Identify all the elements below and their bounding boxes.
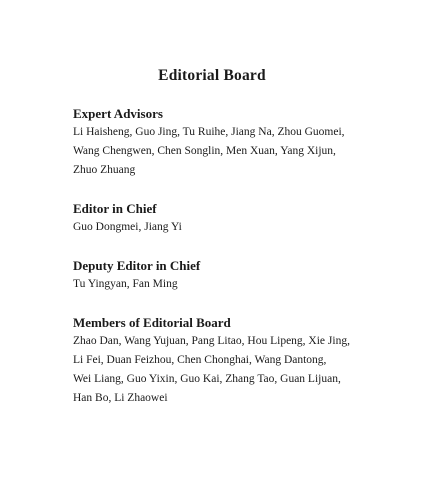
- text-line: Wang Chengwen, Chen Songlin, Men Xuan, Yang Xijun,: [73, 145, 336, 157]
- section-deputy-editor-in-chief: [73, 256, 373, 294]
- section-body: [73, 275, 373, 294]
- section-heading: Deputy Editor in Chief: [73, 258, 201, 273]
- text-line: Zhao Dan, Wang Yujuan, Pang Litao, Hou Lipeng, Xie Jing,: [73, 335, 350, 347]
- text-line: Li Haisheng, Guo Jing, Tu Ruihe, Jiang Na, Zhou Guomei,: [73, 126, 345, 138]
- text-line: Guo Dongmei, Jiang Yi: [73, 221, 182, 233]
- section-heading: Members of Editorial Board: [73, 315, 231, 330]
- text-line: Wei Liang, Guo Yixin, Guo Kai, Zhang Tao, Guan Lijuan,: [73, 373, 341, 385]
- text-line: Li Fei, Duan Feizhou, Chen Chonghai, Wang Dantong,: [73, 354, 327, 366]
- text-line: Zhuo Zhuang: [73, 164, 136, 176]
- section-body: [73, 123, 373, 180]
- section-members-editorial-board: [73, 313, 373, 408]
- text-line: Han Bo, Li Zhaowei: [73, 392, 168, 404]
- section-body: [73, 332, 373, 408]
- section-editor-in-chief: [73, 199, 373, 237]
- section-expert-advisors: [73, 104, 373, 180]
- text-line: Tu Yingyan, Fan Ming: [73, 278, 178, 290]
- page-title: Editorial Board: [158, 67, 266, 84]
- section-heading: Expert Advisors: [73, 106, 163, 121]
- section-body: [73, 218, 373, 237]
- section-heading: Editor in Chief: [73, 201, 157, 216]
